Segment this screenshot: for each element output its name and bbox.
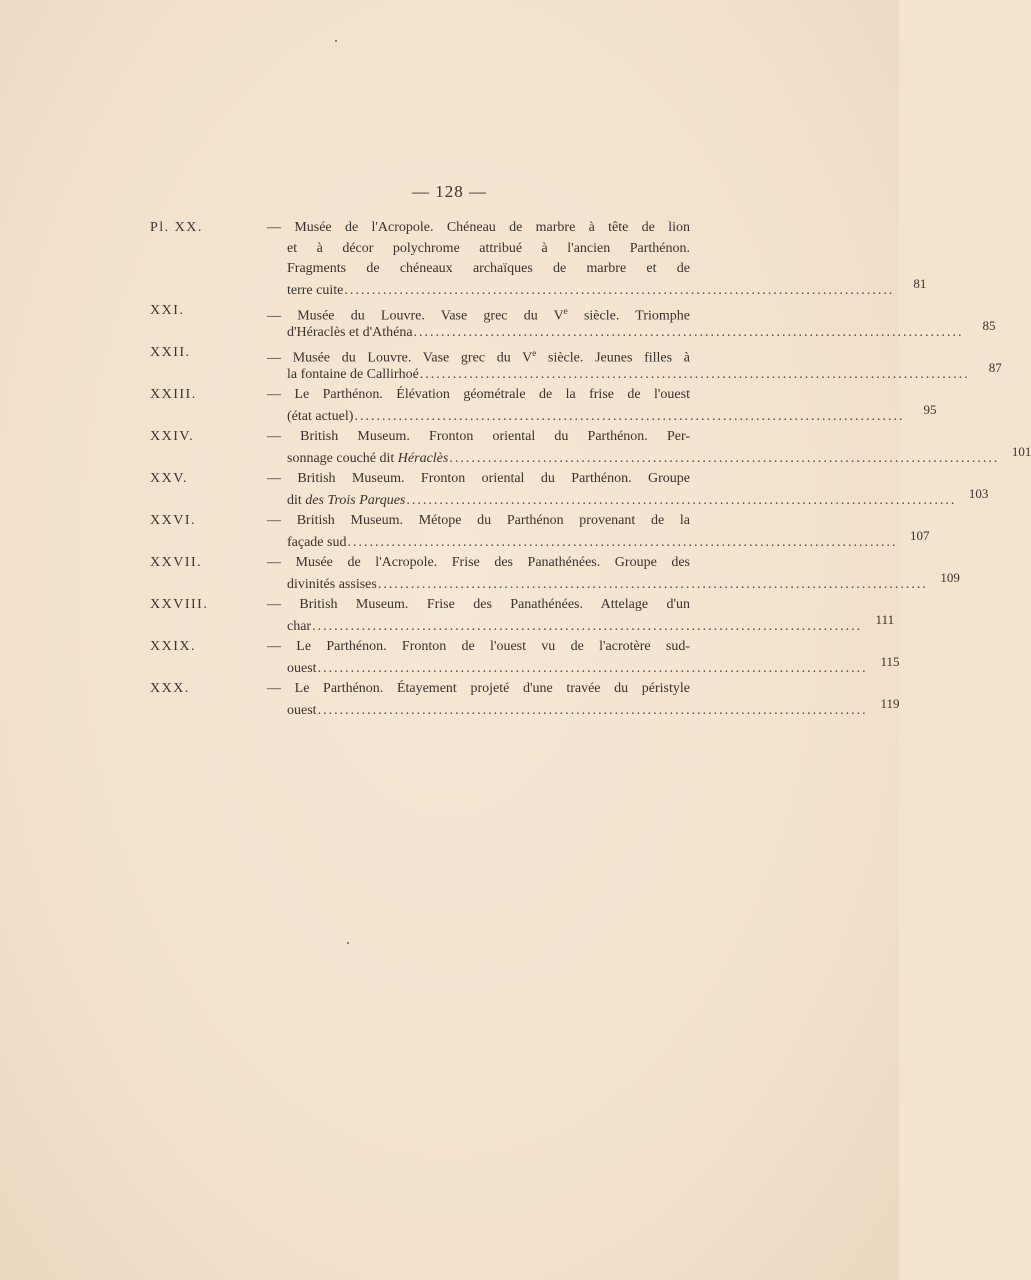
leader-line bbox=[287, 653, 900, 680]
page-reference: 119 bbox=[880, 695, 900, 711]
plate-entry bbox=[150, 469, 989, 510]
entry-last-line bbox=[150, 443, 1031, 469]
leader-line bbox=[287, 359, 1002, 386]
dot-leader: .................................................................................................... bbox=[449, 450, 1000, 466]
leader-line bbox=[287, 401, 937, 428]
entry-line bbox=[150, 301, 690, 322]
paper-speck bbox=[347, 942, 349, 944]
page-reference: 85 bbox=[982, 317, 996, 333]
paper-speck bbox=[335, 40, 337, 42]
plate-description: — Le Parthénon. Étayement projeté d'une travée du péristyle bbox=[267, 681, 690, 696]
page-reference: 95 bbox=[923, 401, 937, 417]
plate-entry bbox=[150, 679, 900, 720]
leader-line bbox=[287, 275, 927, 302]
plate-description-end: façade sud bbox=[287, 534, 347, 550]
plate-description: — British Museum. Fronton oriental du Parthénon. Per- bbox=[267, 429, 690, 444]
entry-line bbox=[150, 595, 690, 616]
plate-description-end-italic: Héraclès bbox=[397, 450, 449, 466]
plate-description-end: (état actuel) bbox=[287, 408, 354, 424]
plate-number: XXX. bbox=[150, 681, 190, 696]
plate-entry bbox=[150, 595, 895, 636]
plate-description-end-italic: des Trois Parques bbox=[305, 492, 406, 508]
plate-description-end: terre cuite bbox=[287, 282, 344, 298]
plate-description: — Musée du Louvre. Vase grec du Ve siècle. Triomphe bbox=[267, 306, 690, 324]
plate-entry bbox=[150, 637, 900, 678]
leader-line bbox=[287, 317, 996, 344]
leader-line bbox=[287, 485, 989, 512]
dot-leader: .................................................................................................... bbox=[377, 576, 928, 592]
leader-line bbox=[287, 527, 930, 554]
entry-last-line bbox=[150, 275, 927, 301]
plate-description: — Le Parthénon. Élévation géométrale de la frise de l'ouest bbox=[267, 387, 690, 402]
plate-description-end-plain: dit bbox=[287, 492, 306, 508]
plate-number: XXIV. bbox=[150, 429, 195, 444]
dot-leader: .................................................................................................... bbox=[317, 660, 868, 676]
plate-number: XXII. bbox=[150, 345, 191, 360]
dot-leader: .................................................................................................... bbox=[419, 366, 970, 382]
leader-line bbox=[287, 443, 1031, 470]
plate-number: Pl. XX. bbox=[150, 220, 203, 235]
plate-number: XXVII. bbox=[150, 555, 203, 570]
dot-leader: .................................................................................................... bbox=[344, 282, 895, 298]
plate-entry bbox=[150, 343, 1002, 384]
page-reference: 81 bbox=[913, 275, 927, 291]
plate-number: XXI. bbox=[150, 303, 185, 318]
entry-last-line bbox=[150, 527, 930, 553]
superscript-e: e bbox=[563, 306, 568, 316]
page-reference: 111 bbox=[875, 611, 895, 627]
page-reference: 115 bbox=[880, 653, 900, 669]
entry-last-line bbox=[150, 359, 1002, 385]
entry-last-line bbox=[150, 611, 895, 637]
plate-description-end-plain: sonnage couché dit bbox=[287, 450, 398, 466]
plate-description-end: d'Héraclès et d'Athéna bbox=[287, 324, 413, 340]
plate-entry bbox=[150, 385, 937, 426]
entry-last-line bbox=[150, 485, 989, 511]
entry-line bbox=[150, 427, 690, 448]
entry-last-line bbox=[150, 653, 900, 679]
plate-description: — Musée de l'Acropole. Frise des Panathénées. Groupe des bbox=[267, 555, 690, 570]
page-reference: 101 bbox=[1011, 443, 1031, 459]
plate-description: — Musée du Louvre. Vase grec du Ve siècle. Jeunes filles à bbox=[267, 348, 690, 366]
plate-description: — British Museum. Fronton oriental du Parthénon. Groupe bbox=[267, 471, 690, 486]
entry-line bbox=[150, 679, 690, 700]
plate-entry bbox=[150, 511, 930, 552]
plate-entry bbox=[150, 218, 927, 300]
dot-leader: .................................................................................................... bbox=[354, 408, 905, 424]
entry-line bbox=[150, 259, 690, 280]
plate-description-end: la fontaine de Callirhoé bbox=[287, 366, 419, 382]
dot-leader: .................................................................................................... bbox=[406, 492, 957, 508]
plate-description-end: ouest bbox=[287, 702, 317, 718]
plate-number: XXIII. bbox=[150, 387, 197, 402]
entry-line bbox=[150, 239, 690, 260]
plate-description-end: char bbox=[287, 618, 312, 634]
plate-list bbox=[150, 218, 1031, 721]
plate-number: XXVIII. bbox=[150, 597, 209, 612]
entry-last-line bbox=[150, 401, 937, 427]
dot-leader: .................................................................................................... bbox=[312, 618, 863, 634]
entry-line bbox=[150, 218, 690, 239]
entry-line bbox=[150, 469, 690, 490]
plate-description: — British Museum. Frise des Panathénées. Attelage d'un bbox=[267, 597, 690, 612]
entry-line bbox=[150, 385, 690, 406]
plate-description: — Musée de l'Acropole. Chéneau de marbre à tête de lion bbox=[267, 220, 690, 235]
plate-number: XXIX. bbox=[150, 639, 196, 654]
page-number: — 128 — bbox=[412, 182, 487, 201]
page-reference: 107 bbox=[909, 527, 930, 543]
plate-description-end: divinités assises bbox=[287, 576, 377, 592]
plate-number: XXVI. bbox=[150, 513, 196, 528]
page-reference: 103 bbox=[968, 485, 989, 501]
plate-entry bbox=[150, 301, 996, 342]
entry-line bbox=[150, 637, 690, 658]
plate-description: Fragments de chéneaux archaïques de marbre et de bbox=[287, 261, 690, 276]
superscript-e: e bbox=[532, 348, 537, 358]
dot-leader: .................................................................................................... bbox=[317, 702, 868, 718]
plate-description: — Le Parthénon. Fronton de l'ouest vu de l'acrotère sud- bbox=[267, 639, 690, 654]
plate-entry bbox=[150, 427, 1031, 468]
page-reference: 109 bbox=[940, 569, 960, 585]
plate-number: XXV. bbox=[150, 471, 189, 486]
plate-description: et à décor polychrome attribué à l'ancien Parthénon. bbox=[287, 240, 690, 256]
entry-line bbox=[150, 511, 690, 532]
plate-entry bbox=[150, 553, 960, 594]
plate-description-end: ouest bbox=[287, 660, 317, 676]
plate-description-end bbox=[287, 449, 448, 470]
plate-description-end bbox=[287, 491, 405, 512]
leader-line bbox=[287, 695, 900, 722]
dot-leader: .................................................................................................... bbox=[413, 324, 964, 340]
plate-description: — British Museum. Métope du Parthénon provenant de la bbox=[267, 513, 690, 528]
entry-line bbox=[150, 553, 690, 574]
dot-leader: .................................................................................................... bbox=[347, 534, 898, 550]
leader-line bbox=[287, 569, 960, 596]
leader-line bbox=[287, 611, 895, 638]
entry-last-line bbox=[150, 317, 996, 343]
entry-last-line bbox=[150, 695, 900, 721]
entry-line bbox=[150, 343, 690, 364]
entry-last-line bbox=[150, 569, 960, 595]
page-reference: 87 bbox=[988, 359, 1002, 375]
